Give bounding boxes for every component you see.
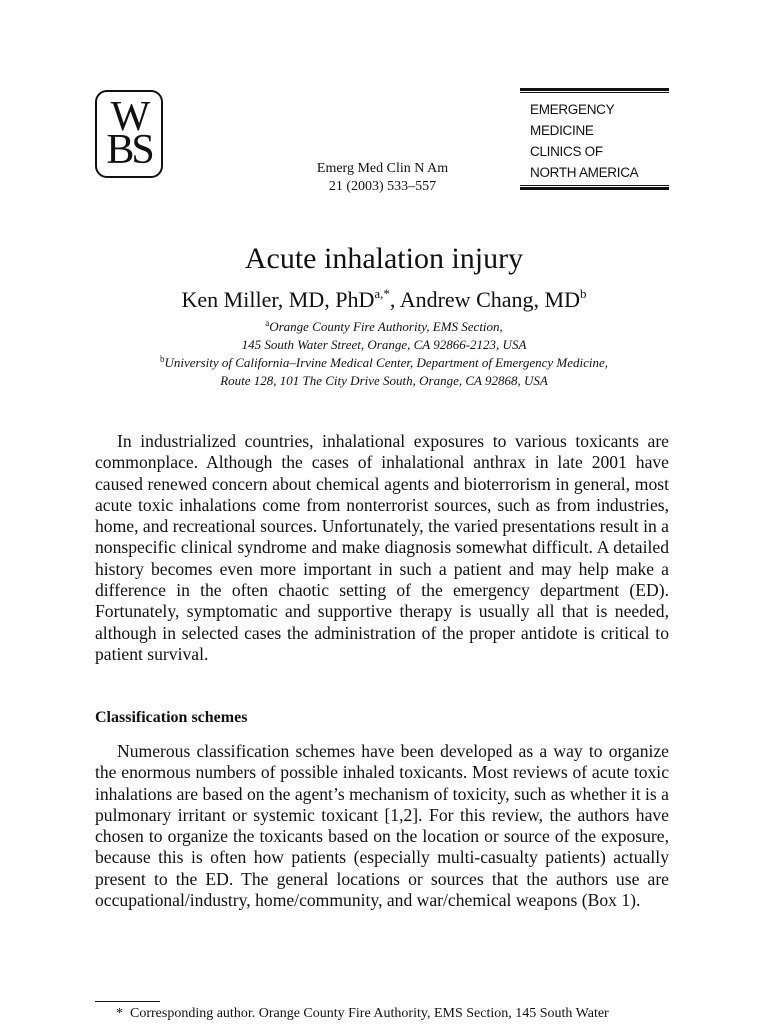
intro-paragraph <box>95 431 669 665</box>
author-name: Ken Miller, MD, PhD <box>181 287 375 312</box>
affiliation-mark: b <box>159 354 165 364</box>
journal-abbreviation: Emerg Med Clin N Am <box>316 161 449 176</box>
author-affiliation-mark: a,* <box>374 286 390 301</box>
journal-name-box <box>520 88 669 190</box>
affiliation-mark: a <box>265 318 270 328</box>
intro-paragraph-text: In industrialized countries, inhalational exposures to various toxicants are commonplace. Although the cases of inhalational anthrax in late 2001 have caused renewed concern about chemical agents and bioterrorism in general, most acute toxic inhalations come from nonterrorist sources, such as from industries, home, and recreational sources. Unfortunately, the varied presentations result in a nonspecific clinical syndrome and make diagnosis somewhat difficult. A detailed history becomes even more important in such a patient and may help make a difference in the often chaotic setting of the emergency department (ED). Fortunately, symptomatic and supportive therapy is usually all that is needed, although in selected cases the administration of the proper antidote is critical to patient survival. <box>95 431 669 664</box>
journal-name-line: CLINICS OF <box>530 144 603 159</box>
affiliation-b-line-2: Route 128, 101 The City Drive South, Orange, CA 92868, USA <box>220 373 548 388</box>
section-paragraph <box>95 741 669 911</box>
affiliation-b-line-1: $^b$University of California–Irvine Medical Center, Department of Emergency Medicine, <box>159 354 609 370</box>
journal-citation <box>290 160 475 196</box>
journal-name-line: EMERGENCY <box>530 102 615 117</box>
author-list <box>0 285 768 315</box>
footnote-rule <box>95 1001 160 1002</box>
journal-name-line: NORTH AMERICA <box>530 165 639 180</box>
footnote-text: Corresponding author. Orange County Fire Authority, EMS Section, 145 South Water <box>130 1006 609 1021</box>
volume-pages: 21 (2003) 533–557 <box>328 179 437 194</box>
journal-box-bottom-rule <box>520 185 669 190</box>
footnote-mark: * <box>116 1006 123 1021</box>
section-paragraph-text: Numerous classification schemes have been developed as a way to organize the enormous numbers of possible inhaled toxicants. Most reviews of acute toxic inhalations are based on the agent’s mechanism of toxicity, such as whether it is a pulmonary irritant or systemic toxicant [1,2]. For this review, the authors have chosen to organize the toxicants based on the location or source of the exposure, because this is often how patients (especially multi-casualty patients) actually present to the ED. The general locations or sources that the authors use are occupational/industry, home/community, and war/chemical weapons (Box 1). <box>95 741 669 911</box>
journal-name-line: MEDICINE <box>530 123 594 138</box>
publisher-logo <box>95 90 163 178</box>
author-affiliation-mark: b <box>579 286 587 301</box>
affiliation-a-line-1: $^a$Orange County Fire Authority, EMS Section, <box>265 318 503 334</box>
logo-line-2: BS <box>106 127 152 173</box>
affiliations <box>0 318 768 390</box>
author-separator: , <box>389 287 400 312</box>
footnote <box>116 1005 676 1023</box>
author-name: Andrew Chang, MD <box>399 287 580 312</box>
affiliation-a-line-2: 145 South Water Street, Orange, CA 92866-2123, USA <box>241 337 527 352</box>
article-title: Acute inhalation injury <box>244 242 524 275</box>
logo-line-1: W <box>110 94 148 141</box>
section-heading: Classification schemes <box>95 709 248 726</box>
